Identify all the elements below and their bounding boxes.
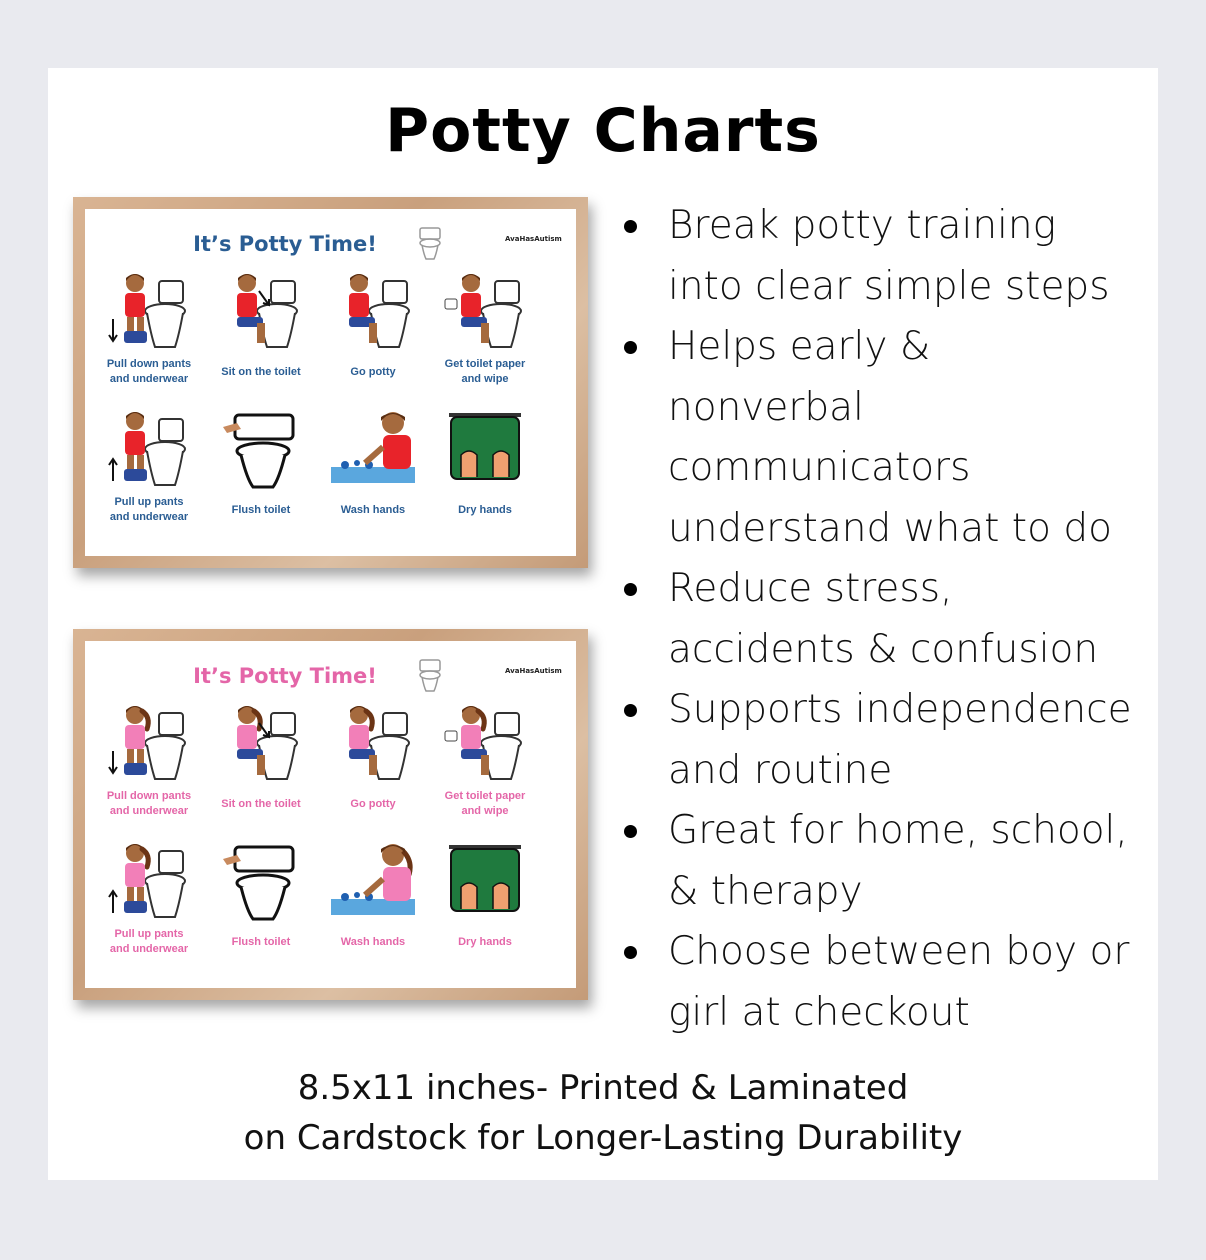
feature-item: Supports independence and routine [618,680,1158,801]
poster-frame-boy [73,197,588,568]
step-label: Flush toilet [231,504,291,516]
specs-line: 8.5x11 inches- Printed & Laminated [297,1068,909,1108]
go-potty-icon [331,701,415,783]
step-label: Go potty [350,798,396,810]
step-label: Get toilet paper and wipe [444,358,526,385]
poster-frame-girl [73,629,588,1000]
feature-item: Choose between boy or girl at checkout [618,922,1158,1043]
toilet-icon [417,227,443,261]
pull-down-pants-icon [107,701,191,783]
step-label: Pull down pants and underwear [106,358,192,385]
wash-hands-icon [331,407,415,489]
step-label: Dry hands [458,936,512,948]
flush-toilet-icon [219,407,303,489]
pull-up-pants-icon [107,407,191,489]
dry-hands-icon [443,839,527,921]
step-label: Pull up pants and underwear [109,928,189,955]
sit-on-toilet-icon [219,269,303,351]
feature-item: Helps early & nonverbal communicators understand what to do [618,317,1158,559]
toilet-paper-icon [443,701,527,783]
product-card [48,68,1158,1180]
step-label: Get toilet paper and wipe [444,790,526,817]
pull-up-pants-icon [107,839,191,921]
poster-girl [85,641,576,988]
step-label: Wash hands [340,936,406,948]
go-potty-icon [331,269,415,351]
poster-title: It’s Potty Time! [193,232,377,256]
step-label: Flush toilet [231,936,291,948]
step-label: Wash hands [340,504,406,516]
poster-title: It’s Potty Time! [193,664,377,688]
feature-item: Great for home, school, & therapy [618,801,1158,922]
poster-boy [85,209,576,556]
product-specs [48,1063,1158,1163]
wash-hands-icon [331,839,415,921]
specs-line: on Cardstock for Longer-Lasting Durability [243,1118,963,1158]
feature-list [618,196,1158,1043]
step-label: Go potty [350,366,396,378]
brand-logo: AvaHasAutism [505,235,562,243]
step-label: Dry hands [458,504,512,516]
step-label: Pull down pants and underwear [106,790,192,817]
brand-logo: AvaHasAutism [505,667,562,675]
sit-on-toilet-icon [219,701,303,783]
toilet-paper-icon [443,269,527,351]
steps-grid [85,269,576,559]
pull-down-pants-icon [107,269,191,351]
flush-toilet-icon [219,839,303,921]
page-title: Potty Charts [385,96,821,166]
feature-item: Break potty training into clear simple steps [618,196,1158,317]
step-label: Sit on the toilet [221,798,301,810]
step-label: Pull up pants and underwear [109,496,189,523]
steps-grid [85,701,576,991]
dry-hands-icon [443,407,527,489]
feature-item: Reduce stress, accidents & confusion [618,559,1158,680]
step-label: Sit on the toilet [221,366,301,378]
toilet-icon [417,659,443,693]
